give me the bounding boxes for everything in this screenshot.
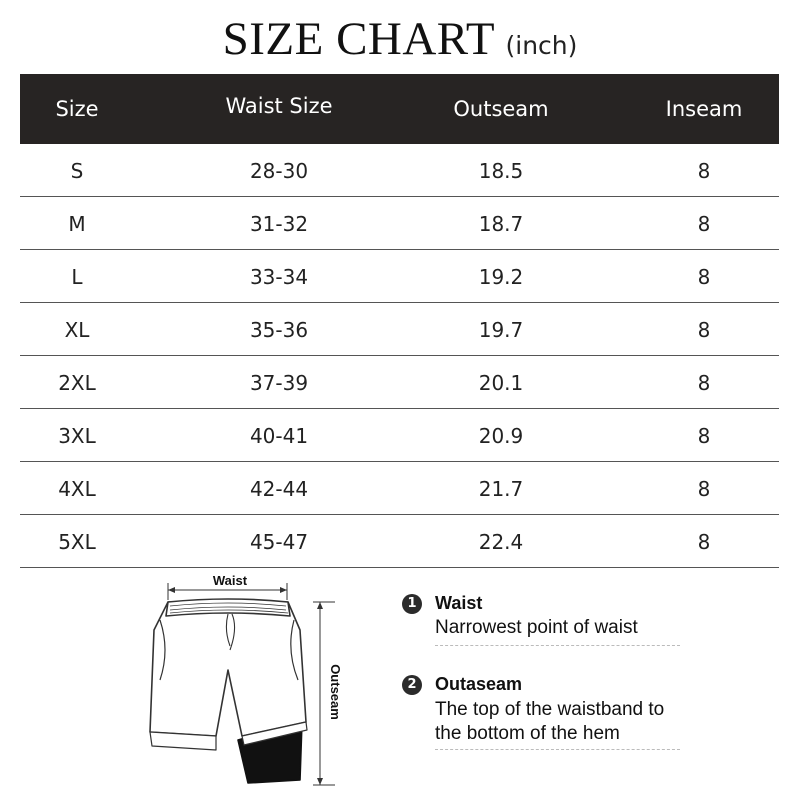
- table-row: [20, 462, 779, 515]
- cell-inseam: 8: [697, 265, 711, 289]
- cell-waist-size: 35-36: [249, 318, 309, 342]
- table-row: [20, 250, 779, 303]
- dashed-divider: [435, 749, 680, 750]
- unit-label: (inch): [505, 31, 578, 60]
- cell-size: 2XL: [58, 371, 96, 395]
- size-table: [20, 74, 779, 568]
- cell-size: 5XL: [58, 530, 96, 554]
- cell-outseam: 20.9: [478, 424, 524, 448]
- cell-inseam: 8: [697, 424, 711, 448]
- cell-size: L: [71, 265, 83, 289]
- waist-diagram-label: Waist: [212, 573, 248, 588]
- cell-waist-size: 37-39: [249, 371, 309, 395]
- cell-outseam: 19.2: [478, 265, 524, 289]
- table-row: [20, 197, 779, 250]
- cell-inseam: 8: [697, 477, 711, 501]
- column-header-outseam: Outseam: [453, 97, 549, 121]
- cell-size: S: [70, 159, 84, 183]
- cell-waist-size: 45-47: [249, 530, 309, 554]
- legend-heading: Waist: [435, 593, 483, 613]
- shorts-icon: [150, 599, 307, 783]
- cell-outseam: 19.7: [478, 318, 524, 342]
- cell-outseam: 18.7: [478, 212, 524, 236]
- legend-description: Narrowest point of waist: [435, 617, 638, 638]
- cell-outseam: 18.5: [478, 159, 524, 183]
- cell-size: M: [68, 212, 86, 236]
- outseam-diagram-label: Outseam: [328, 664, 343, 720]
- column-header-size: Size: [55, 97, 99, 121]
- table-row: [20, 515, 779, 568]
- column-header-waist-size: Waist Size: [225, 94, 333, 118]
- column-header-inseam: Inseam: [665, 97, 743, 121]
- cell-inseam: 8: [697, 318, 711, 342]
- cell-inseam: 8: [697, 212, 711, 236]
- table-row: [20, 144, 779, 197]
- cell-inseam: 8: [697, 371, 711, 395]
- legend-description: The top of the waistband to: [435, 699, 665, 720]
- dashed-divider: [435, 645, 680, 646]
- cell-size: XL: [64, 318, 90, 342]
- number-badge: 1: [402, 594, 422, 614]
- cell-waist-size: 31-32: [249, 212, 309, 236]
- shorts-measurement-diagram: [130, 570, 360, 795]
- cell-waist-size: 42-44: [249, 477, 309, 501]
- cell-waist-size: 33-34: [249, 265, 309, 289]
- cell-size: 4XL: [58, 477, 96, 501]
- table-row: [20, 356, 779, 409]
- size-chart-title: [0, 12, 800, 66]
- table-row: [20, 409, 779, 462]
- cell-waist-size: 40-41: [249, 424, 309, 448]
- table-header: [20, 74, 779, 144]
- table-row: [20, 303, 779, 356]
- number-badge: 2: [402, 675, 422, 695]
- cell-inseam: 8: [697, 530, 711, 554]
- cell-outseam: 21.7: [478, 477, 524, 501]
- legend-heading: Outaseam: [435, 674, 523, 694]
- cell-size: 3XL: [58, 424, 96, 448]
- cell-outseam: 22.4: [478, 530, 524, 554]
- cell-outseam: 20.1: [478, 371, 524, 395]
- cell-waist-size: 28-30: [249, 159, 309, 183]
- page-title: SIZE CHART: [222, 13, 496, 65]
- cell-inseam: 8: [697, 159, 711, 183]
- legend-description: the bottom of the hem: [435, 723, 620, 744]
- measurement-legend: [400, 590, 685, 744]
